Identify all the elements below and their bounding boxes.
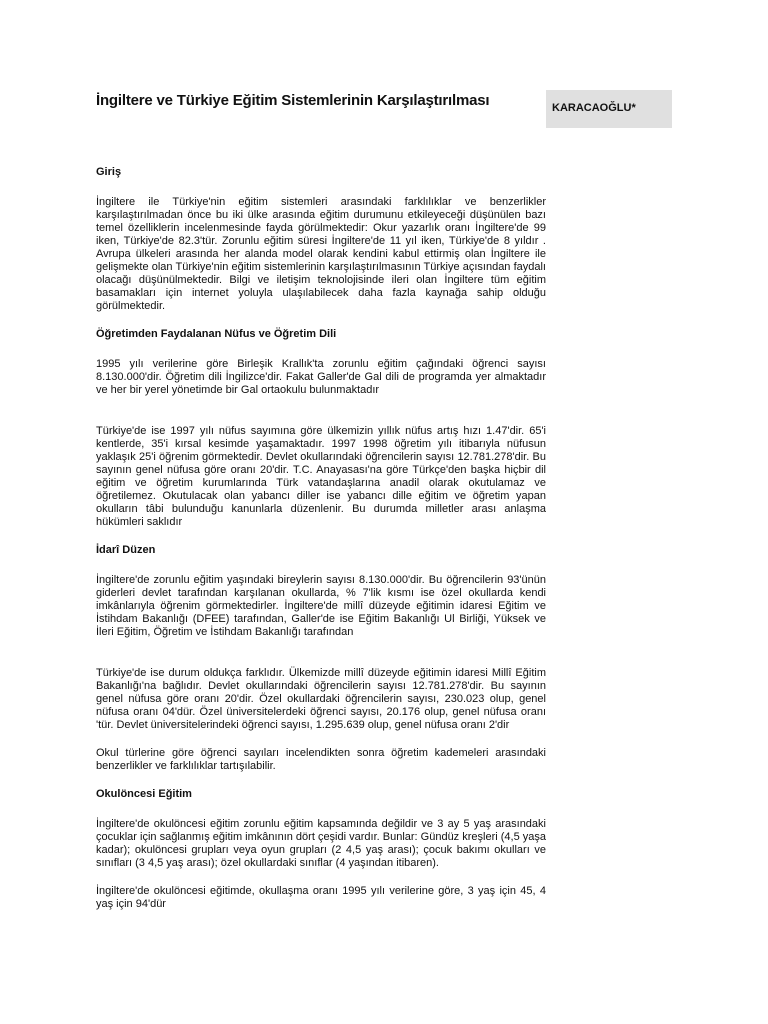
paragraph: Türkiye'de ise durum oldukça farklıdır. Ülkemizde millî düzeyde eğitimin idaresi Millî Eğitim Bakanlığı'na bağlıdır. Devlet okullarındaki öğrencilerin sayısı 12.781.278'dir. Bu sayının genel nüfusa göre oranı 20'dir. Özel okullardaki öğrencilerin sayısı, 230.023 olup, genel nüfusa oranı 04'dür. Özel üniversitelerdeki öğrenci sayısı, 20.176 olup, genel nüfusa oranı 'tür. Devlet üniversitelerindeki öğrenci sayısı, 1.295.639 olup, genel nüfusa oranı 2'dir (96, 667, 546, 731)
section-heading-okuloncesi-egitim: Okulöncesi Eğitim (96, 788, 192, 800)
paragraph: İngiltere'de zorunlu eğitim yaşındaki bireylerin sayısı 8.130.000'dir. Bu öğrencilerin 93'ünün giderleri devlet tarafından karşılanan okullarda, % 7'lik kısmı ise özel okullarda kendi imkânlarıyla öğrenim görmektedirler. İngiltere'de millî düzeyde eğitimin idaresi Eğitim ve İstihdam Bakanlığı (DFEE) tarafından, Galler'de ise Eğitim Bakanlığı Ul Birliği, Yüksek ve İleri Eğitim, Öğretim ve İstihdam Bakanlığı tarafından (96, 574, 546, 638)
author-box (546, 90, 672, 128)
paragraph: İngiltere ile Türkiye'nin eğitim sistemleri arasındaki farklılıklar ve benzerlikler karşılaştırılmadan önce bu iki ülke arasında eğitim durumunu etkileyeceği düşünülen bazı temel özelliklerin incelenmesinde fayda görülmektedir: Okur yazarlık oranı İngiltere'de 99 iken, Türkiye'de 82.3'tür. Zorunlu eğitim süresi İngiltere'de 11 yıl iken, Türkiye'de 8 yıldır . Avrupa ülkeleri arasında her alanda model olarak kendini kabul ettirmiş olan İngiltere ile gelişmekte olan Türkiye'nin eğitim sistemlerinin karşılaştırılmasının Türkiye açısından faydalı olacağı düşünülmektedir. Bilgi ve iletişim teknolojisinde ileri olan İngiltere tüm eğitim basamakları için internet yoluyla ulaşılabilecek daha fazla kaynağa sahip olduğu görülmektedir. (96, 196, 546, 312)
document-title: İngiltere ve Türkiye Eğitim Sistemlerinin Karşılaştırılması (96, 92, 490, 109)
paragraph: İngiltere'de okulöncesi eğitimde, okullaşma oranı 1995 yılı verilerine göre, 3 yaş için 45, 4 yaş için 94'dür (96, 885, 546, 910)
section-heading-nufus-ve-ogretim-dili: Öğretimden Faydalanan Nüfus ve Öğretim Dili (96, 328, 337, 340)
section-heading-giris: Giriş (96, 166, 122, 178)
paragraph: Türkiye'de ise 1997 yılı nüfus sayımına göre ülkemizin yıllık nüfus artış hızı 1.47'dir. 65'i kentlerde, 35'i kırsal kesimde yaşamaktadır. 1997 1998 öğretim yılı itibarıyla nüfusun yaklaşık 25'i öğrenim görmektedir. Devlet okullarındaki öğrencilerin sayısı 12.781.278'dir. Bu sayının genel nüfusa göre oranı 20'dir. T.C. Anayasası'na göre Türkçe'den başka hiçbir dil eğitim ve öğretim kurumlarında Türk vatandaşlarına anadil olarak okutulamaz ve öğretilemez. Okutulacak olan yabancı diller ise yabancı dille eğitim ve öğretim yapan okulların tâbi bulunduğu kanunlarla düzenlenir. Bu durumda milletler arası anlaşma hükümleri saklıdır (96, 425, 546, 528)
author-name: KARACAOĞLU* (552, 102, 636, 114)
paragraph: 1995 yılı verilerine göre Birleşik Krallık'ta zorunlu eğitim çağındaki öğrenci sayısı 8.130.000'dir. Öğretim dili İngilizce'dir. Fakat Galler'de Gal dili de programda yer almaktadır ve her bir yerel yönetimde bir Gal ortaokulu bulunmaktadır (96, 358, 546, 396)
document-body (96, 166, 546, 926)
section-heading-idari-duzen: İdarî Düzen (96, 544, 156, 556)
paragraph: Okul türlerine göre öğrenci sayıları incelendikten sonra öğretim kademeleri arasındaki benzerlikler ve farklılıklar tartışılabilir. (96, 747, 546, 772)
paragraph: İngiltere'de okulöncesi eğitim zorunlu eğitim kapsamında değildir ve 3 ay 5 yaş arasındaki çocuklar için sağlanmış eğitim imkânının dört çeşidi vardır. Bunlar: Gündüz kreşleri (4,5 yaşa kadar); okulöncesi grupları veya oyun grupları (2 4,5 yaş arası); çocuk bakımı okulları ve sınıfları (3 4,5 yaş arası); özel okullardaki sınıflar (4 yaşından itibaren). (96, 818, 546, 869)
